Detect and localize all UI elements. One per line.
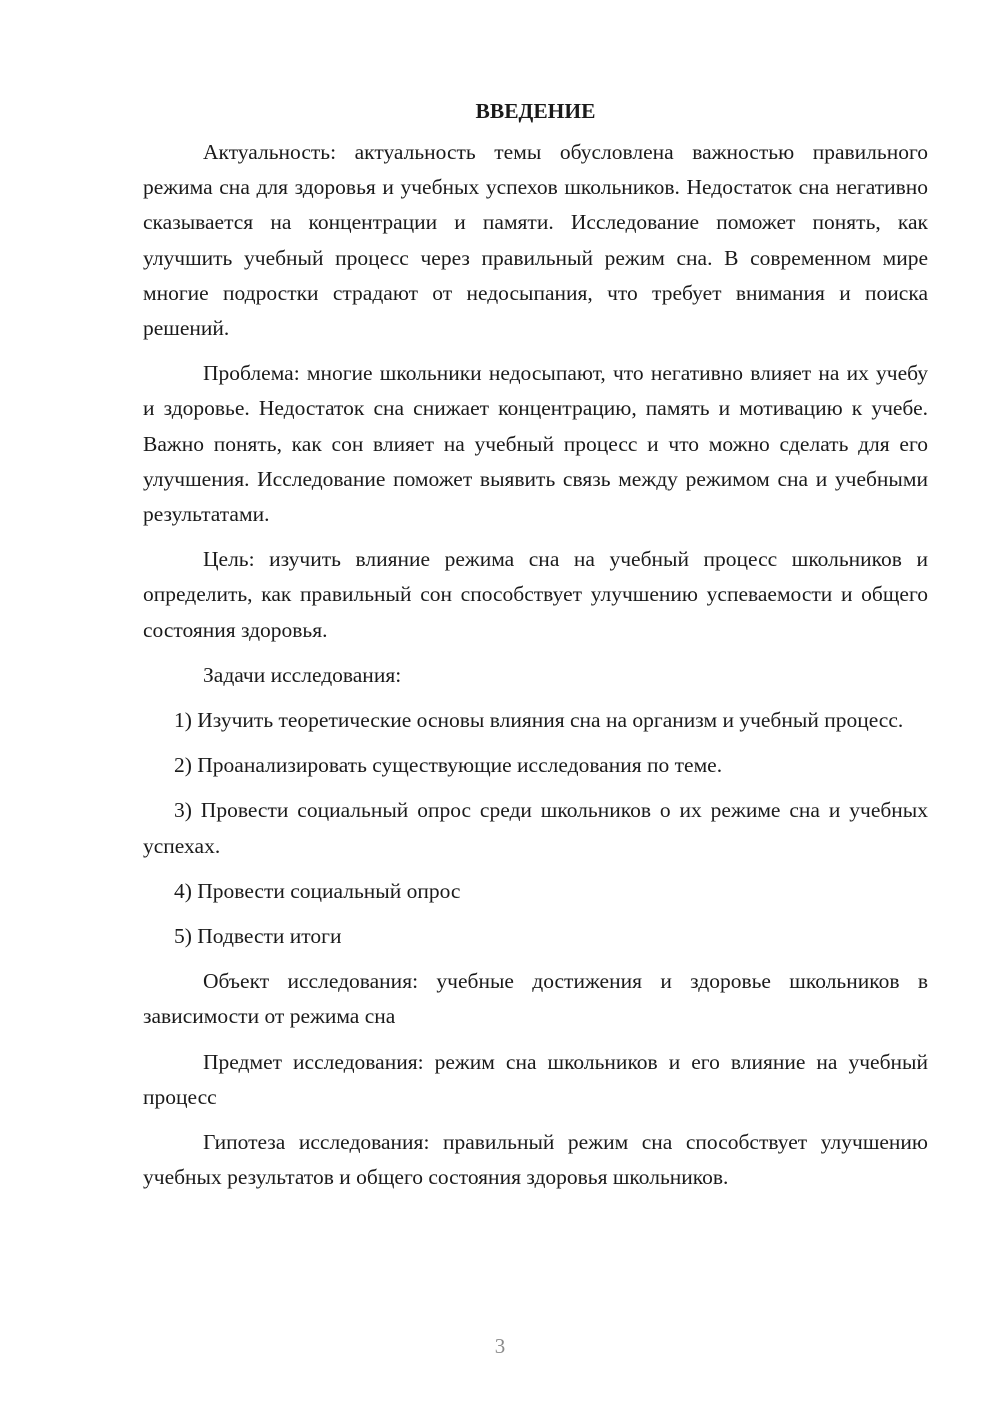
task-item: 4) Провести социальный опрос — [174, 878, 461, 903]
problem-paragraph: Проблема: многие школьники недосыпают, что негативно влияет на их учебу и здоровье. Недостаток сна снижает концентрацию, память и мотивацию к учебе. Важно понять, как сон влияет на учебный процесс и что можно сделать для его улучшения. Исследование поможет выявить связь между режимом сна и учебными результатами. — [143, 361, 928, 527]
hypothesis-paragraph: Гипотеза исследования: правильный режим сна способствует улучшению учебных результатов и общего состояния здоровья школьников. — [143, 1130, 928, 1190]
page-number: 3 — [494, 1334, 506, 1358]
task-item: 5) Подвести итоги — [174, 924, 342, 949]
goal-paragraph: Цель: изучить влияние режима сна на учебный процесс школьников и определить, как правильный сон способствует улучшению успеваемости и общего состояния здоровья. — [143, 547, 928, 642]
subject-paragraph: Предмет исследования: режим сна школьников и его влияние на учебный процесс — [143, 1049, 928, 1109]
task-item: 3) Провести социальный опрос среди школьников о их режиме сна и учебных успехах. — [143, 798, 928, 858]
object-paragraph: Объект исследования: учебные достижения и здоровье школьников в зависимости от режима сна — [143, 969, 928, 1029]
tasks-heading: Задачи исследования: — [203, 662, 402, 687]
task-item: 2) Проанализировать существующие исследования по теме. — [174, 753, 723, 778]
document-page — [143, 96, 928, 1205]
section-title: ВВЕДЕНИЕ — [475, 99, 596, 123]
task-item: 1) Изучить теоретические основы влияния сна на организм и учебный процесс. — [174, 708, 904, 733]
relevance-paragraph: Актуальность: актуальность темы обусловлена важностью правильного режима сна для здоровья и учебных успехов школьников. Недостаток сна негативно сказывается на концентрации и памяти. Исследование поможет понять, как улучшить учебный процесс через правильный режим сна. В современном мире многие подростки страдают от недосыпания, что требует внимания и поиска решений. — [143, 140, 928, 341]
